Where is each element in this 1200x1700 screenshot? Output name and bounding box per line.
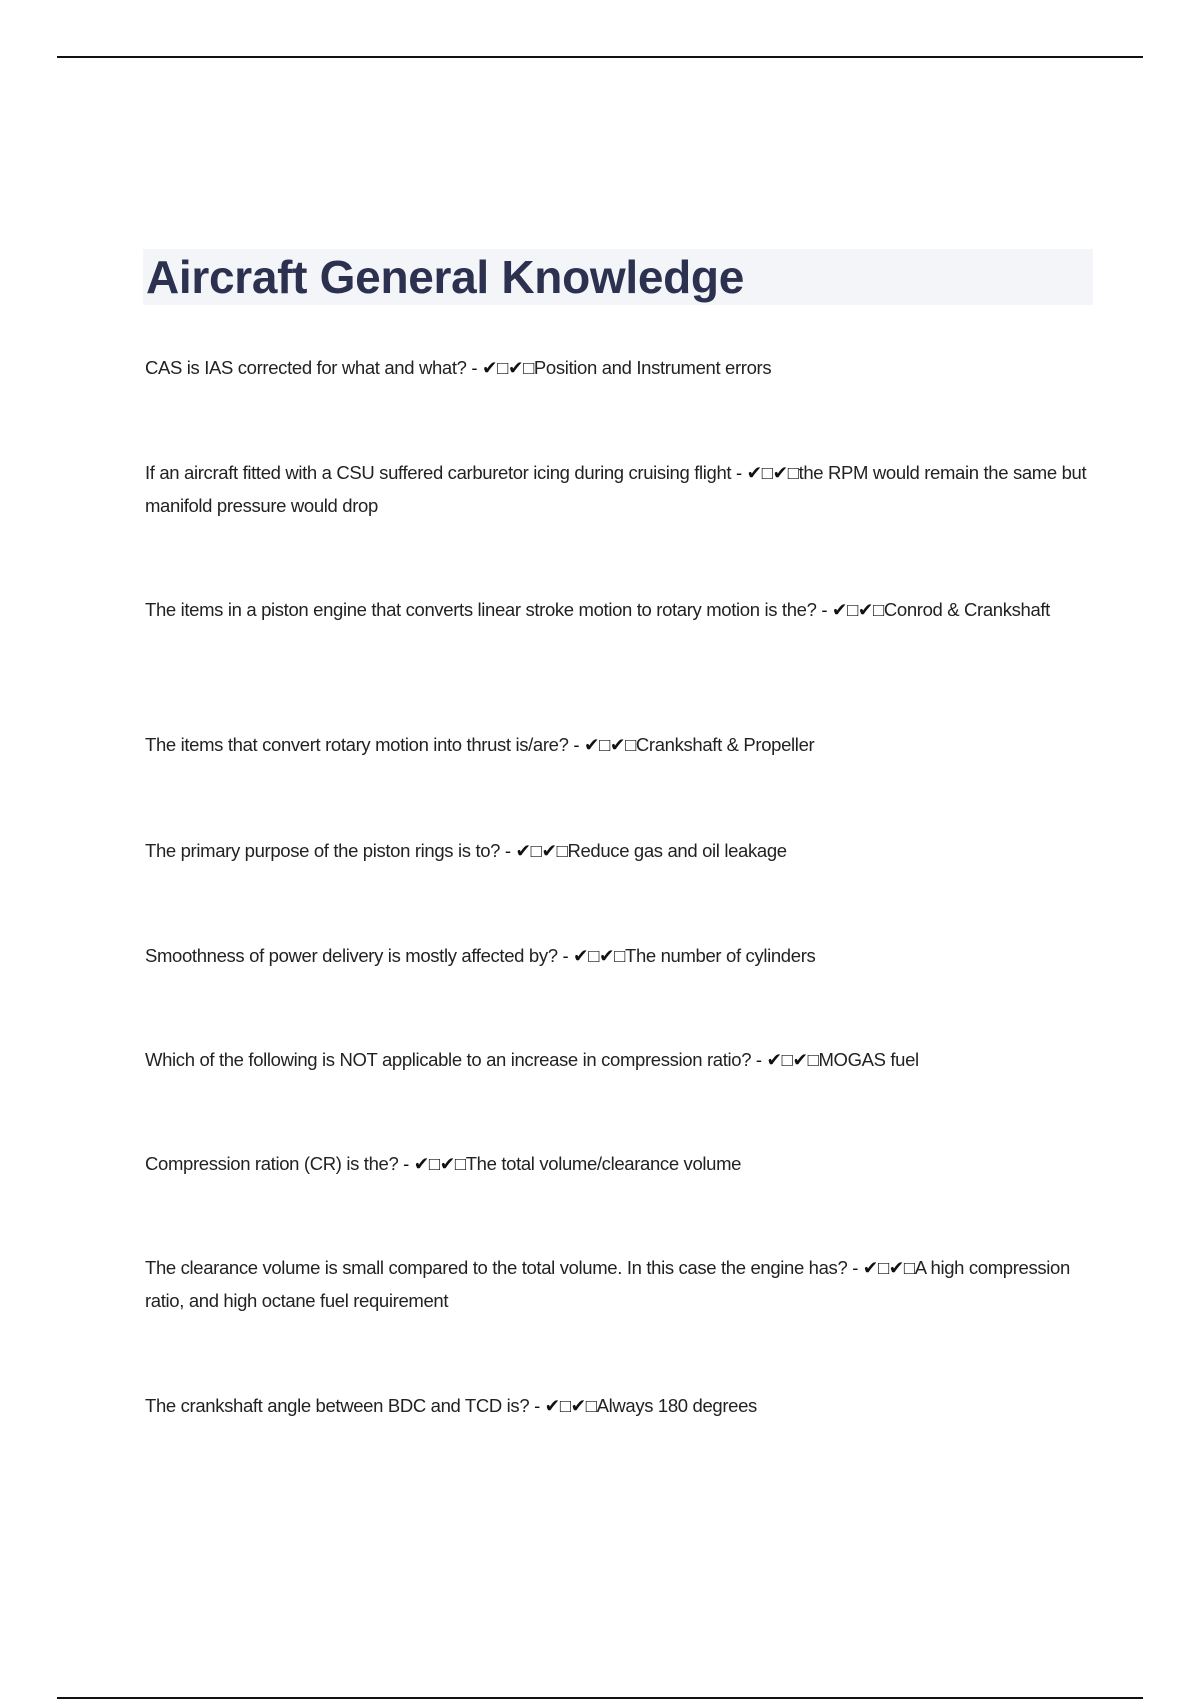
header-rule bbox=[57, 56, 1143, 58]
document-title: Aircraft General Knowledge bbox=[146, 251, 745, 303]
qa-item: The items that convert rotary motion into thrust is/are? - ✔□✔□Crankshaft & Propeller bbox=[145, 734, 815, 755]
footer-rule bbox=[57, 1697, 1143, 1699]
qa-item: CAS is IAS corrected for what and what? - ✔□✔□Position and Instrument errors bbox=[145, 357, 772, 378]
qa-item: Which of the following is NOT applicable to an increase in compression ratio? - ✔□✔□MOGAS fuel bbox=[145, 1049, 919, 1070]
qa-item: Compression ration (CR) is the? - ✔□✔□The total volume/clearance volume bbox=[145, 1153, 742, 1174]
qa-item: The items in a piston engine that converts linear stroke motion to rotary motion is the? - ✔□✔□Conrod & Crankshaft bbox=[145, 599, 1050, 620]
qa-item: The primary purpose of the piston rings is to? - ✔□✔□Reduce gas and oil leakage bbox=[145, 840, 787, 861]
qa-item: Smoothness of power delivery is mostly affected by? - ✔□✔□The number of cylinders bbox=[145, 945, 816, 966]
qa-item: The crankshaft angle between BDC and TCD is? - ✔□✔□Always 180 degrees bbox=[145, 1395, 757, 1416]
qa-item: The clearance volume is small compared to the total volume. In this case the engine has? - ✔□✔□A high compression ratio, and high octane fuel requirement bbox=[145, 1257, 1070, 1311]
qa-item: If an aircraft fitted with a CSU suffered carburetor icing during cruising flight - ✔□✔□the RPM would remain the same but manifold pressure would drop bbox=[145, 462, 1087, 516]
